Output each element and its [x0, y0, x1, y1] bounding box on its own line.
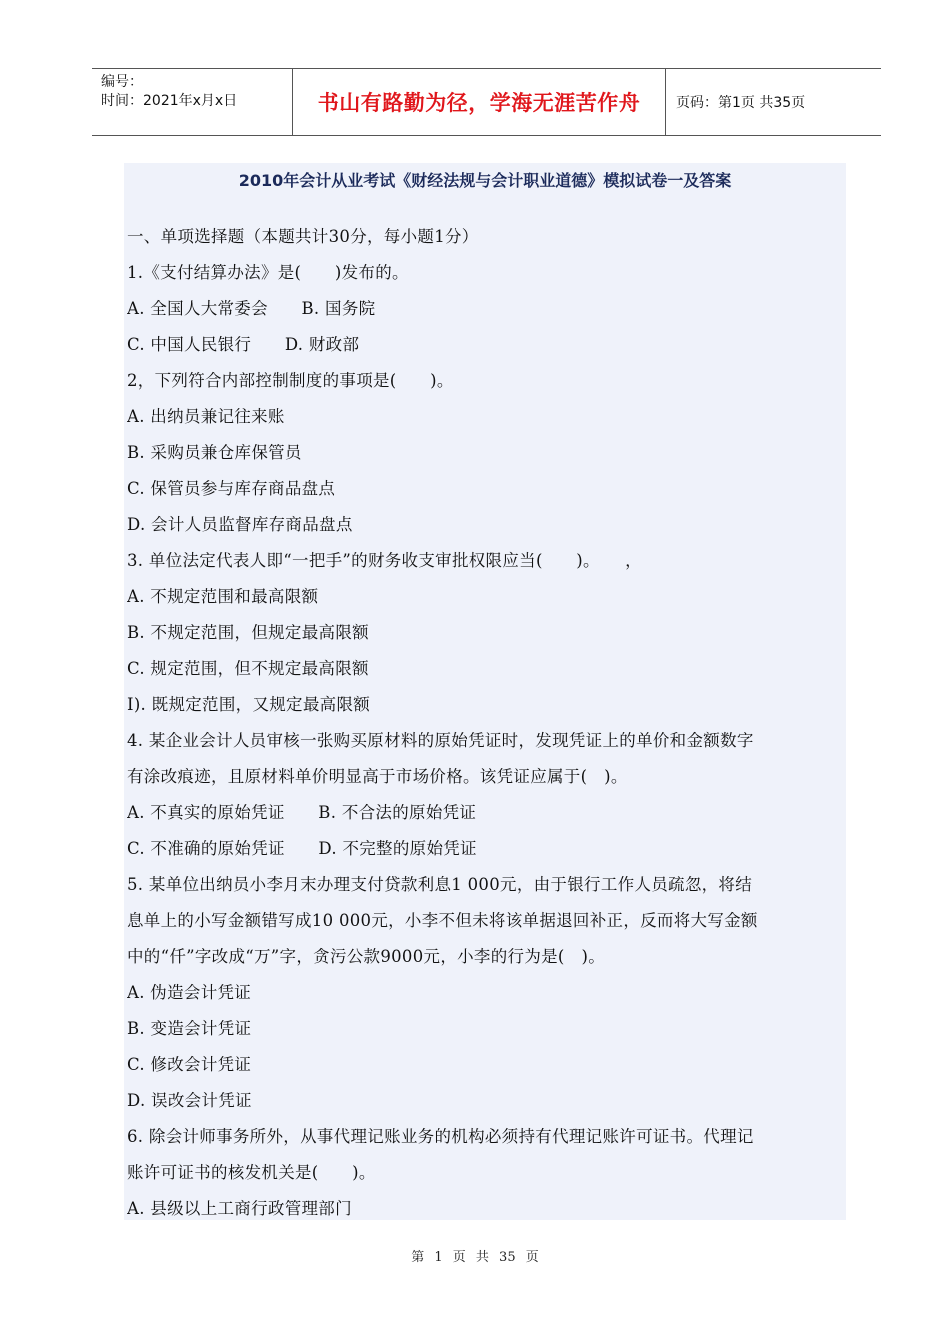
text-line: C. 不准确的原始凭证 D. 不完整的原始凭证 — [127, 839, 477, 858]
text-line: C. 修改会计凭证 — [127, 1055, 252, 1074]
text-line: 1.《支付结算办法》是( )发布的。 — [127, 263, 409, 282]
document-lines — [127, 219, 846, 1227]
text-line: A. 出纳员兼记往来账 — [127, 407, 285, 426]
text-line: 一、单项选择题（本题共计30分，每小题1分） — [127, 227, 479, 246]
text-line: C. 规定范围，但不规定最高限额 — [127, 659, 369, 678]
text-line: 2，下列符合内部控制制度的事项是( )。 — [127, 371, 454, 390]
text-line: A. 伪造会计凭证 — [127, 983, 252, 1002]
text-line: C. 中国人民银行 D. 财政部 — [127, 335, 360, 354]
text-line: 4. 某企业会计人员审核一张购买原材料的原始凭证时，发现凭证上的单价和金额数字 — [127, 731, 754, 750]
text-line: A. 不真实的原始凭证 B. 不合法的原始凭证 — [127, 803, 477, 822]
text-line: 有涂改痕迹，且原材料单价明显高于市场价格。该凭证应属于( )。 — [127, 767, 628, 786]
text-line: D. 误改会计凭证 — [127, 1091, 252, 1110]
page-header — [92, 68, 881, 136]
text-line: B. 采购员兼仓库保管员 — [127, 443, 302, 462]
header-motto: 书山有路勤为径，学海无涯苦作舟 — [293, 69, 666, 135]
document-title: 2010年会计从业考试《财经法规与会计职业道德》模拟试卷一及答案 — [238, 171, 732, 190]
text-line: 息单上的小写金额错写成10 000元，小李不但未将该单据退回补正，反而将大写金额 — [127, 911, 758, 930]
serial-label: 编号： — [101, 74, 143, 90]
text-line: A. 不规定范围和最高限额 — [127, 587, 319, 606]
text-line: 5. 某单位出纳员小李月末办理支付贷款利息1 000元，由于银行工作人员疏忽，将结 — [127, 875, 753, 894]
text-line: 账许可证书的核发机关是( )。 — [127, 1163, 376, 1182]
text-line: 3. 单位法定代表人即“一把手”的财务收支审批权限应当( )。 ， — [127, 551, 642, 570]
text-line: B. 变造会计凭证 — [127, 1019, 252, 1038]
document-body — [124, 163, 846, 1220]
text-line: 6. 除会计师事务所外，从事代理记账业务的机构必须持有代理记账许可证书。代理记 — [127, 1127, 754, 1146]
page-footer: 第 1 页 共 35 页 — [411, 1250, 539, 1265]
text-line: C. 保管员参与库存商品盘点 — [127, 479, 336, 498]
header-meta — [92, 69, 293, 135]
header-page-info: 页码：第1页 共35页 — [676, 95, 806, 111]
text-line: 中的“仟”字改成“万”字，贪污公款9000元，小李的行为是( )。 — [127, 947, 606, 966]
text-line: A. 县级以上工商行政管理部门 — [127, 1199, 352, 1218]
text-line: D. 会计人员监督库存商品盘点 — [127, 515, 353, 534]
text-line: A. 全国人大常委会 B. 国务院 — [127, 299, 376, 318]
time-label: 时间：2021年x月x日 — [101, 93, 238, 109]
text-line: B. 不规定范围，但规定最高限额 — [127, 623, 369, 642]
text-line: I). 既规定范围，又规定最高限额 — [127, 695, 371, 714]
